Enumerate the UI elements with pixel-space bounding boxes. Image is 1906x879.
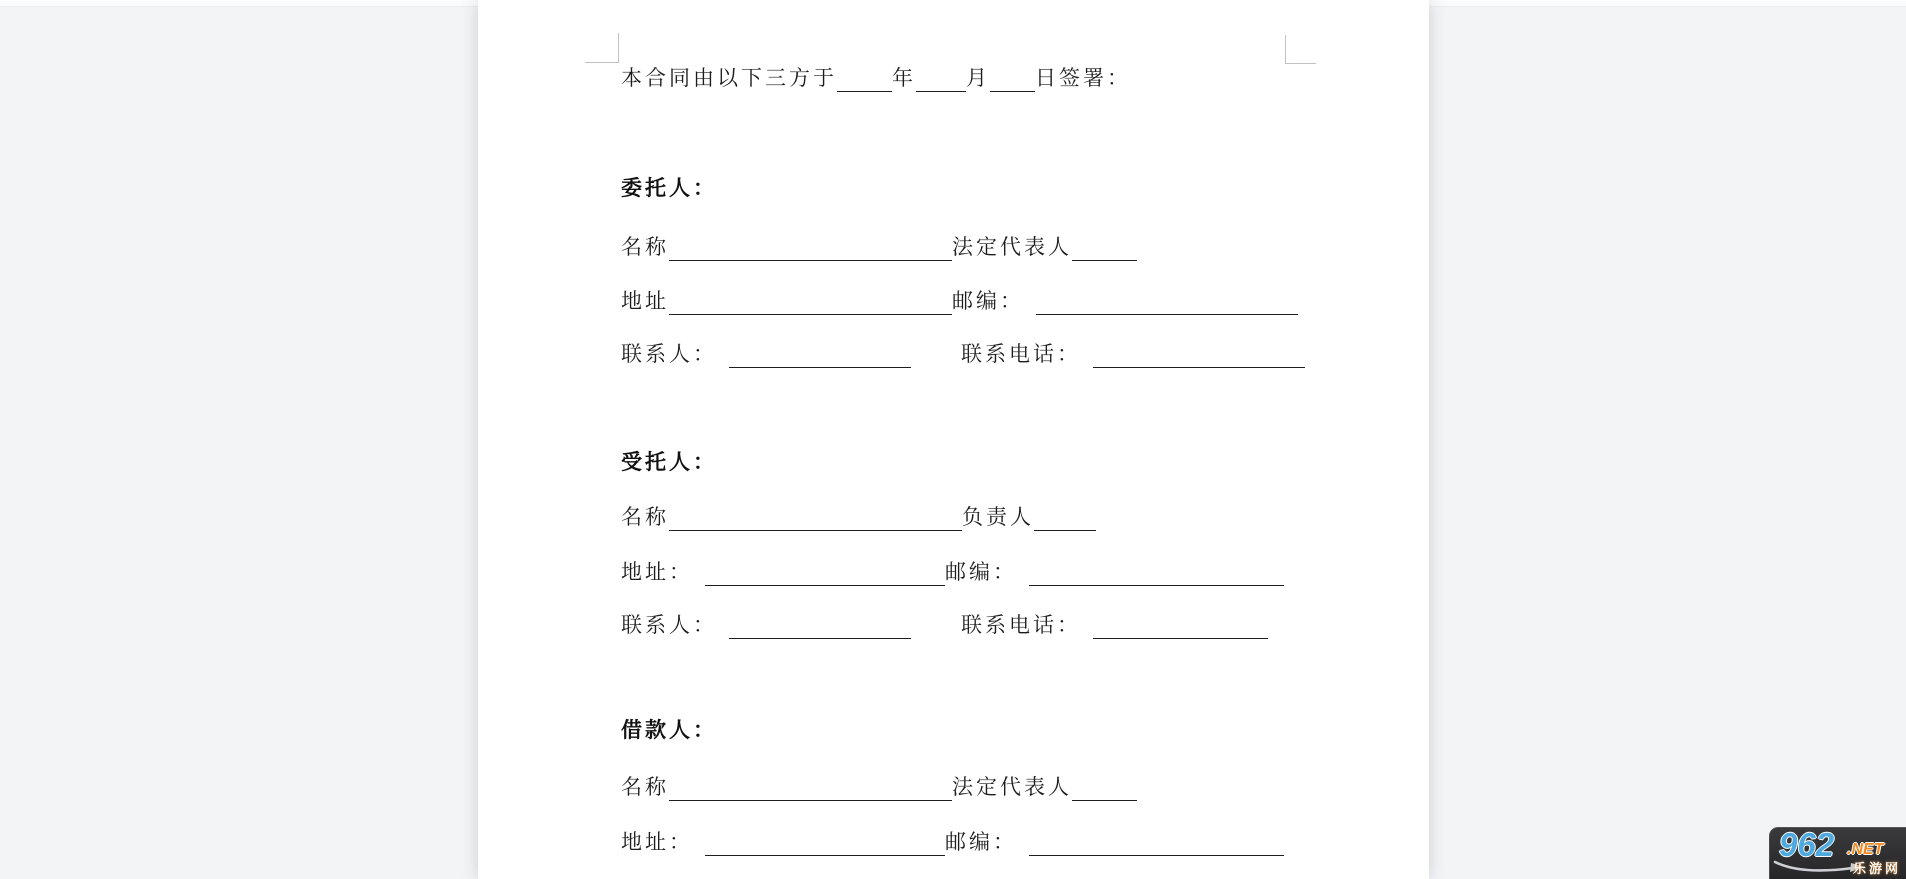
- field-label: 邮编：: [945, 560, 1017, 584]
- field-label: 地址：: [621, 560, 693, 584]
- field-label: 联系电话：: [961, 613, 1081, 637]
- intro-prefix: 本合同由以下三方于: [621, 66, 837, 90]
- form-row: [621, 611, 1389, 639]
- field-label: 邮编：: [952, 289, 1024, 313]
- fill-in-blank[interactable]: [1029, 561, 1284, 586]
- fill-in-blank[interactable]: [705, 561, 945, 586]
- fill-in-blank[interactable]: [1093, 343, 1305, 368]
- fill-in-blank[interactable]: [729, 343, 911, 368]
- form-row: [621, 773, 1389, 801]
- section-heading: 委托人：: [621, 176, 717, 200]
- fill-in-blank[interactable]: [729, 614, 911, 639]
- watermark-logo[interactable]: [1769, 827, 1906, 879]
- watermark-net-text: .NET: [1847, 841, 1884, 858]
- watermark-962-text: 962: [1779, 827, 1835, 863]
- form-row: [621, 503, 1389, 531]
- form-row: [621, 287, 1389, 315]
- field-label: 负责人: [962, 505, 1034, 529]
- fill-in-blank[interactable]: [1036, 290, 1298, 315]
- form-row: [621, 558, 1389, 586]
- document-page[interactable]: [478, 0, 1429, 879]
- form-row: [621, 340, 1389, 368]
- fill-in-blank[interactable]: [1034, 506, 1096, 531]
- field-label: 联系电话：: [961, 342, 1081, 366]
- field-label: 名称: [621, 235, 669, 259]
- form-row: [621, 828, 1389, 856]
- intro-line: [621, 64, 1389, 92]
- day-blank[interactable]: [990, 67, 1035, 92]
- fill-in-blank[interactable]: [669, 506, 962, 531]
- fill-in-blank[interactable]: [669, 236, 952, 261]
- field-label: 名称: [621, 505, 669, 529]
- watermark-site-name: 乐游网: [1852, 861, 1901, 876]
- section-heading: 受托人：: [621, 450, 717, 474]
- fill-in-blank[interactable]: [1072, 236, 1137, 261]
- month-blank[interactable]: [916, 67, 966, 92]
- fill-in-blank[interactable]: [1072, 776, 1137, 801]
- field-label: 联系人：: [621, 613, 717, 637]
- fill-in-blank[interactable]: [1029, 831, 1284, 856]
- field-label: 联系人：: [621, 342, 717, 366]
- year-label: 年: [892, 66, 916, 90]
- day-suffix: 日签署：: [1035, 66, 1131, 90]
- margin-crop-mark-left: [585, 62, 619, 63]
- fill-in-blank[interactable]: [705, 831, 945, 856]
- field-label: 法定代表人: [952, 775, 1072, 799]
- field-label: 地址: [621, 289, 669, 313]
- field-label: 法定代表人: [952, 235, 1072, 259]
- section-heading: 借款人：: [621, 718, 717, 742]
- month-label: 月: [966, 66, 990, 90]
- margin-crop-mark-right: [1285, 35, 1286, 64]
- fill-in-blank[interactable]: [669, 290, 952, 315]
- form-row: [621, 233, 1389, 261]
- field-label: 地址：: [621, 830, 693, 854]
- year-blank[interactable]: [837, 67, 892, 92]
- field-label: 名称: [621, 775, 669, 799]
- margin-crop-mark-left: [618, 33, 619, 63]
- field-label: 邮编：: [945, 830, 1017, 854]
- fill-in-blank[interactable]: [1093, 614, 1268, 639]
- fill-in-blank[interactable]: [669, 776, 952, 801]
